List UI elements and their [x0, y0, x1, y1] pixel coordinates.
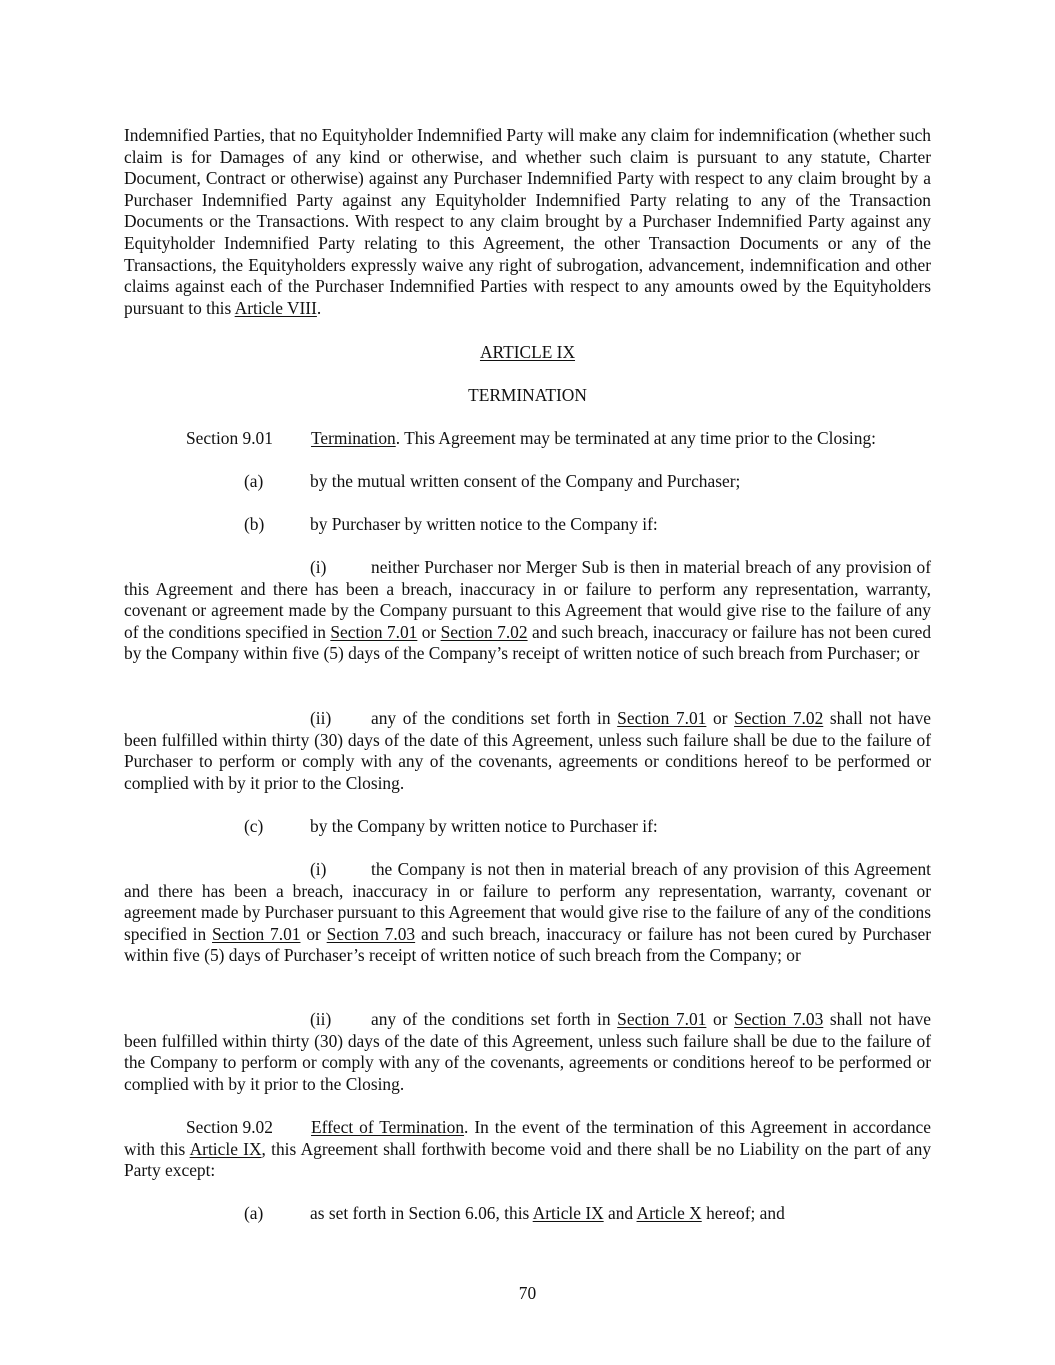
clause-c-ii: (ii) any of the conditions set forth in Section 7.01 or Section 7.03 shall not have been fulfilled within thirty (30) days of the date of this Agreement, unless such failure shall be due to the failure of the Company to perform or comply with any of the covenants, agreements or conditions hereof to be performed or complied with by it prior to the Closing. — [124, 1009, 931, 1094]
page-number: 70 — [518, 1283, 537, 1303]
clause-text: as set forth in Section 6.06, this Article IX and Article X hereof; and — [310, 1203, 785, 1223]
clause-c-i: (i) the Company is not then in material breach of any provision of this Agreement and there has been a breach, inaccuracy in or failure to perform any representation, warranty, covenant or agreement made by Purchaser pursuant to this Agreement that would give rise to the failure of any of the conditions specified in Section 7.01 or Section 7.03 and such breach, inaccuracy or failure has not been cured by Purchaser within five (5) days of Purchaser’s receipt of written notice of such breach from the Company; or — [124, 859, 932, 966]
section-ref: Section 7.02 — [440, 621, 528, 642]
article-heading: ARTICLE IX — [479, 342, 576, 362]
intro-paragraph: Indemnified Parties, that no Equityholder Indemnified Party will make any claim for indemnification (whether such claim is for Damages of any kind or otherwise, and whether such claim is pursuant to any statute, Charter Document, Contract or otherwise) against any Purchaser Indemnified Party with respect to any claim brought by a Purchaser Indemnified Party against any Equityholder Indemnified Party relating to any of the Transaction Documents or the Transactions. With respect to any claim brought by a Purchaser Indemnified Party against any Equityholder Indemnified Party relating to this Agreement, the other Transaction Documents or any of the Transactions, the Equityholders expressly waive any right of subrogation, advancement, indemnification and other claims against each of the Purchaser Indemnified Parties with respect to any amounts owed by the Equityholders pursuant to this Article VIII. — [124, 125, 931, 318]
section-9-02: Section 9.02 Effect of Termination. In the event of the termination of this Agreement in accordance with this Article IX, this Agreement shall forthwith become void and there shall be no Liability on the part of any Party except: — [124, 1117, 932, 1181]
article-ix-ref: Article IX — [532, 1203, 604, 1223]
section-title: Effect of Termination — [311, 1117, 465, 1137]
clause-label: (a) — [244, 471, 264, 491]
subclause-label: (i) — [310, 557, 327, 577]
article-title: TERMINATION — [468, 385, 587, 405]
clause-label: (c) — [244, 816, 264, 836]
section-ref: Section 7.01 — [617, 708, 707, 728]
section-ref: Section 7.01 — [617, 1009, 707, 1029]
section-ref: Section 7.01 — [330, 621, 418, 642]
section-ref: Section 7.03 — [326, 923, 416, 944]
section-ref: Section 7.02 — [734, 708, 824, 728]
clause-label: (b) — [244, 514, 265, 534]
section-ref: Section 7.03 — [734, 1009, 824, 1029]
article-ix-ref: Article IX — [189, 1138, 262, 1159]
article-x-ref: Article X — [636, 1203, 702, 1223]
subclause-label: (ii) — [310, 708, 332, 728]
subclause-label: (i) — [310, 859, 327, 879]
clause-text: by the Company by written notice to Purchaser if: — [310, 816, 658, 836]
section-title: Termination — [311, 428, 396, 448]
section-ref: Section 7.01 — [212, 923, 301, 944]
clause-b-ii: (ii) any of the conditions set forth in Section 7.01 or Section 7.02 shall not have been fulfilled within thirty (30) days of the date of this Agreement, unless such failure shall be due to the failure of Purchaser to perform or comply with any of the covenants, agreements or conditions hereof to be performed or complied with by it prior to the Closing. — [124, 708, 931, 793]
clause-text: by Purchaser by written notice to the Company if: — [310, 514, 658, 534]
subclause-label: (ii) — [310, 1009, 332, 1029]
section-number: Section 9.02 — [186, 1117, 273, 1137]
section-9-01: Section 9.01 Termination. This Agreement may be terminated at any time prior to the Closing: — [124, 428, 931, 450]
clause-label: (a) — [244, 1203, 264, 1223]
clause-text: by the mutual written consent of the Company and Purchaser; — [310, 471, 741, 491]
section-number: Section 9.01 — [186, 428, 273, 448]
article-viii-ref: Article VIII — [234, 297, 317, 318]
clause-b-i: (i) neither Purchaser nor Merger Sub is then in material breach of any provision of this Agreement and there has been a breach, inaccuracy in or failure to perform any representation, warranty, covenant or agreement made by the Company pursuant to this Agreement that would give rise to the failure of any of the conditions specified in Section 7.01 or Section 7.02 and such breach, inaccuracy or failure has not been cured by the Company within five (5) days of the Company’s receipt of written notice of such breach from Purchaser; or — [124, 557, 932, 664]
